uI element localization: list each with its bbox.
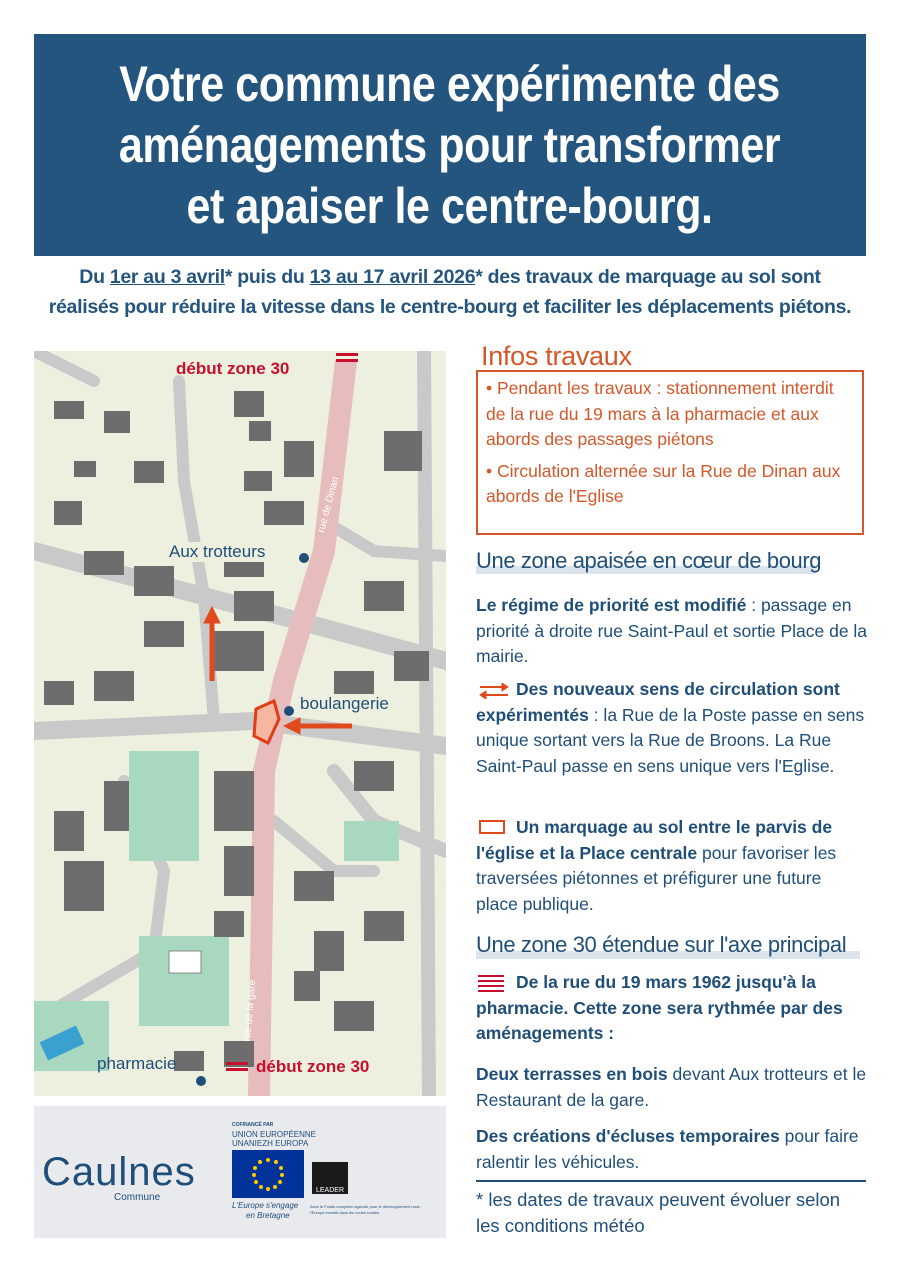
title-banner — [34, 34, 866, 256]
road-top-left — [34, 351, 94, 381]
fonds-text — [310, 1204, 440, 1216]
caulnes-logo: Caulnes — [42, 1150, 196, 1194]
road-horizontal-2 — [34, 721, 446, 746]
europe-engage-line-2: en Bretagne — [246, 1211, 290, 1220]
boulangerie-marker — [284, 706, 294, 716]
marking-square-icon — [479, 820, 505, 834]
logo-panel — [34, 1106, 446, 1238]
label-zone30-top: début zone 30 — [176, 359, 290, 378]
street-label-dinan: rue de Dinan — [316, 475, 342, 534]
leader-logo — [312, 1162, 348, 1194]
section1-p2-rest: : la Rue de la Poste passe en sens unique sortant vers la Rue de Broons. La Rue Saint-Paul passe en sens unique vers l'Eglise. — [476, 704, 865, 776]
intro-prefix: Du — [79, 266, 110, 288]
caulnes-logo-sub: Commune — [114, 1192, 161, 1203]
street-label-gare: rue de la gare — [242, 979, 259, 1042]
section2-para-2 — [476, 1062, 868, 1113]
section1-p3-rest: pour favoriser les traversées piétonnes et préfigurer une future place publique. — [476, 842, 837, 914]
label-pharmacie: pharmacie — [97, 1054, 177, 1073]
intro-line-2: réalisés pour réduire la vitesse dans le centre-bourg et faciliter les déplacements piétons. — [48, 296, 852, 318]
section2-para-3 — [476, 1124, 868, 1175]
footnote-divider — [476, 1180, 866, 1182]
pharmacie-marker — [196, 1076, 206, 1086]
eu-flag-icon — [232, 1150, 304, 1198]
section2-title: Une zone 30 étendue sur l'axe principal — [476, 932, 847, 957]
label-zone30-bottom: début zone 30 — [256, 1057, 370, 1076]
road-east — [424, 351, 429, 1096]
fonds-line-2: l'Europe investit dans les zones rurales — [310, 1210, 380, 1215]
ue-line-2: UNANIEZH EUROPA — [232, 1139, 309, 1148]
label-trotteurs: Aux trotteurs — [169, 542, 266, 561]
intro-text — [20, 262, 880, 322]
green-area-4 — [344, 821, 399, 861]
section1-p1-rest: : passage en priorité à droite rue Saint-Paul et sortie Place de la mairie. — [476, 595, 868, 666]
section1-para-3 — [476, 815, 868, 917]
intro-date-2: 13 au 17 avril 2026 — [309, 266, 476, 288]
footnote: * les dates de travaux peuvent évoluer selon les conditions météo — [476, 1189, 841, 1236]
road-north-west — [179, 381, 204, 596]
intro-line1-end: * des travaux de marquage au sol sont — [475, 266, 821, 288]
leader-text: LEADER — [315, 1187, 344, 1194]
infos-title: Infos travaux — [481, 341, 632, 371]
green-area-2 — [139, 936, 229, 1026]
cofinance-text: COFINANCÉ PAR — [232, 1122, 274, 1128]
ue-line-1: UNION EUROPÉENNE — [232, 1130, 317, 1139]
section1-p2-bold: Des nouveaux sens de circulation sont expérimentés — [476, 679, 840, 725]
infos-item-1: • Pendant les travaux : stationnement interdit de la rue du 19 mars à la pharmacie et aux abords des passages piétons — [486, 378, 834, 449]
europe-engage-line-1: L'Europe s'engage — [232, 1201, 299, 1210]
label-boulangerie: boulangerie — [300, 694, 389, 713]
title-line-2: aménagements pour transformer — [119, 116, 781, 173]
green-area-1 — [129, 751, 199, 861]
trotteurs-marker — [299, 553, 309, 563]
section1-para-1 — [476, 593, 868, 670]
fonds-line-1: Avec le Fonds européen agricole pour le développement rural : — [310, 1204, 422, 1209]
section2-p3-bold: Des créations d'écluses temporaires — [476, 1126, 780, 1146]
section1-para-2 — [476, 677, 868, 779]
section2-para-1 — [476, 970, 868, 1047]
section1-p1-bold: Le régime de priorité est modifié — [476, 595, 747, 615]
section1-title: Une zone apaisée en cœur de bourg — [476, 548, 822, 573]
section2-p3-rest: pour faire ralentir les véhicules. — [476, 1126, 859, 1172]
section1-p3-bold: Un marquage au sol entre le parvis de l'église et la Place centrale — [476, 817, 833, 863]
infos-item-2: • Circulation alternée sur la Rue de Dinan aux abords de l'Eglise — [486, 460, 841, 506]
section2-p2-rest: devant Aux trotteurs et le Restaurant de la gare. — [476, 1064, 867, 1110]
zone30-stripes-icon — [478, 975, 506, 993]
street-map — [34, 351, 446, 1096]
direction-arrows-icon — [478, 683, 510, 699]
title-line-3: et apaiser le centre-bourg. — [186, 177, 714, 234]
section2-p1-bold: De la rue du 19 mars 1962 jusqu'à la pharmacie. Cette zone sera rythmée par des aménagements : — [476, 972, 843, 1043]
title-line-1: Votre commune expérimente des — [119, 55, 781, 112]
infos-box — [476, 370, 864, 535]
map-drawing — [34, 351, 446, 1096]
page-title — [119, 54, 780, 237]
sports-field — [169, 951, 201, 973]
section2-p2-bold: Deux terrasses en bois — [476, 1064, 668, 1084]
intro-mid: * puis du — [224, 266, 310, 288]
intro-date-1: 1er au 3 avril — [109, 266, 225, 288]
